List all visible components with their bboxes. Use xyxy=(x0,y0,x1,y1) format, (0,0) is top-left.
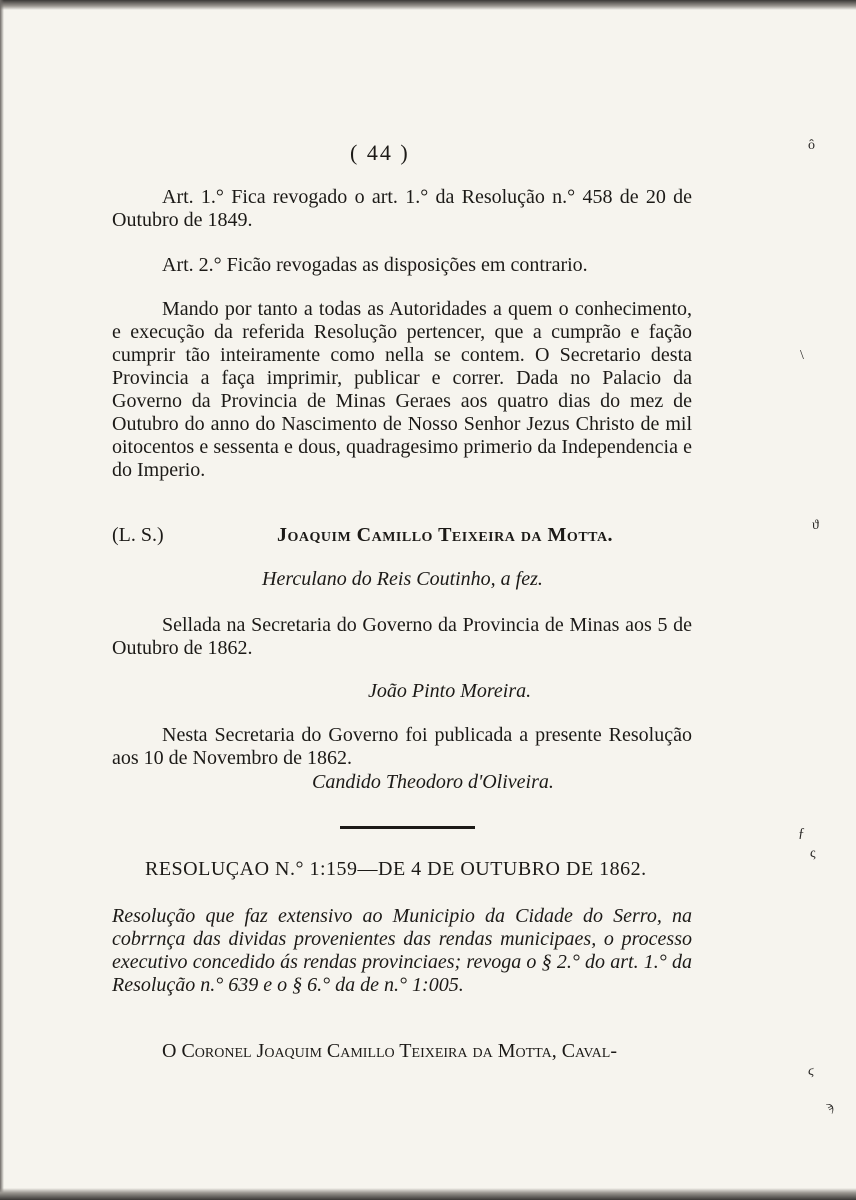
sealed-text: Sellada na Secretaria do Governo da Provincia de Minas aos 5 de Outubro de 1862. xyxy=(112,614,692,659)
mandate-paragraph xyxy=(112,298,692,482)
article-2 xyxy=(112,254,692,277)
scan-edge-left xyxy=(0,0,4,1200)
published-paragraph xyxy=(112,724,692,770)
margin-mark-1: ô xyxy=(808,138,815,153)
margin-mark-4: ƒ xyxy=(798,826,805,841)
clerk-line: Herculano do Reis Coutinho, a fez. xyxy=(262,568,543,590)
article-2-text: Art. 2.° Ficão revogadas as disposições em contrario. xyxy=(162,254,588,276)
published-text: Nesta Secretaria do Governo foi publicada a presente Resolução aos 10 de Novembro de 1862. xyxy=(112,724,692,769)
resolution-title: RESOLUÇAO N.° 1:159—DE 4 DE OUTUBRO DE 1862. xyxy=(145,858,647,880)
scan-edge-top xyxy=(0,0,856,10)
margin-mark-6: ϛ xyxy=(808,1064,814,1079)
margin-mark-3: ϑ xyxy=(812,518,819,533)
sealed-paragraph xyxy=(112,614,692,660)
margin-mark-7: ϡ xyxy=(826,1100,834,1115)
article-1-text: Art. 1.° Fica revogado o art. 1.° da Resolução n.° 458 de 20 de Outubro de 1849. xyxy=(112,186,692,231)
margin-mark-2: \ xyxy=(800,348,804,363)
sealed-signer: João Pinto Moreira. xyxy=(368,680,532,702)
resolution-summary: Resolução que faz extensivo ao Municipio da Cidade do Serro, na cobrrnça das dividas provenientes das rendas municipaes, o processo executivo concedido ás rendas provinciaes; revoga o § 2.° do art. 1.° da Resolução n.° 639 e o § 6.° da de n.° 1:005. xyxy=(112,905,692,996)
resolution-opening: O Coronel Joaquim Camillo Teixeira da Motta, Caval- xyxy=(162,1040,617,1062)
seal-mark: (L. S.) xyxy=(112,524,164,546)
section-divider xyxy=(340,826,475,829)
governor-name: Joaquim Camillo Teixeira da Motta. xyxy=(277,524,614,546)
mandate-text: Mando por tanto a todas as Autoridades a quem o conhecimento, e execução da referida Resolução pertencer, que a cumprão e fação cumprir tão inteiramente como nella se contem. O Secretario desta Provincia a faça imprimir, publicar e correr. Dada no Palacio da Governo da Provincia de Minas Geraes aos quatro dias do mez de Outubro do anno do Nascimento de Nosso Senhor Jezus Christo de mil oitocentos e sessenta e dous, quadragesimo primerio da Independencia e do Imperio. xyxy=(112,298,692,481)
article-1 xyxy=(112,186,692,232)
published-signer: Candido Theodoro d'Oliveira. xyxy=(312,771,554,793)
page-number: ( 44 ) xyxy=(350,140,410,165)
margin-mark-5: ς xyxy=(810,846,816,861)
scan-edge-bottom xyxy=(0,1188,856,1200)
